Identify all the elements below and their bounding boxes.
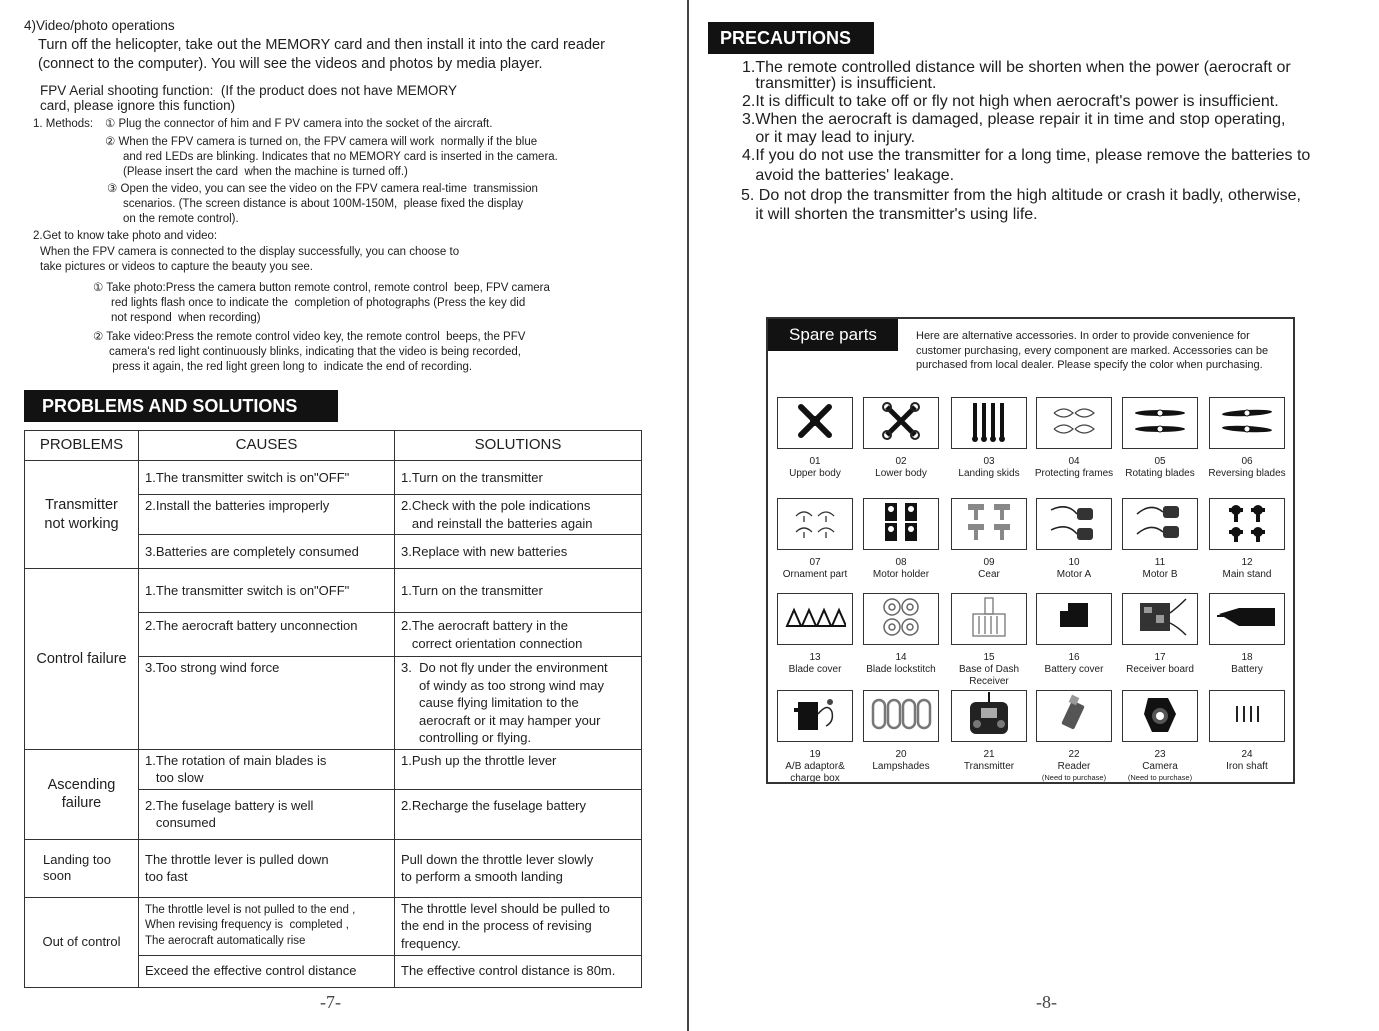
problem-cell	[25, 749, 139, 839]
cause-cell	[139, 839, 395, 897]
spare-part-number: 23	[1154, 749, 1166, 760]
spare-part-item	[1032, 498, 1116, 581]
motor-holder-icon	[881, 499, 921, 550]
cause-cell	[139, 461, 395, 495]
header-problems: PROBLEMS	[25, 431, 139, 461]
problem-line: not working	[44, 515, 119, 532]
solution-line: 1.Turn on the transmitter	[401, 582, 543, 598]
cause-line: 3.Batteries are completely consumed	[145, 543, 359, 559]
method-step: ① Plug the connector of him and F PV camera into the socket of the aircraft.	[105, 118, 493, 130]
spare-part-name: Ornament part	[782, 569, 848, 580]
transmitter-icon	[964, 690, 1014, 743]
problem-cell	[25, 897, 139, 987]
page-number-right: -8-	[1036, 992, 1057, 1012]
spare-part-name: A/B adaptor& charge box	[785, 761, 845, 784]
spare-part-item	[1118, 593, 1202, 676]
spare-part-name: Battery cover	[1044, 664, 1104, 675]
spare-part-name: Motor B	[1142, 569, 1178, 580]
fpv-intro-line: FPV Aerial shooting function: (If the product does not have MEMORY	[40, 83, 457, 98]
spare-part-image	[777, 593, 853, 645]
problem-cell	[25, 461, 139, 569]
spare-part-number: 10	[1068, 557, 1080, 568]
spare-part-image	[1122, 690, 1198, 742]
solution-line: aerocraft or it may hamper your	[401, 712, 601, 728]
spare-part-item	[947, 690, 1031, 773]
spare-part-name: Main stand	[1222, 569, 1272, 580]
table-row	[25, 749, 642, 789]
spare-part-image	[951, 593, 1027, 645]
fpv-intro-line: card, please ignore this function)	[40, 98, 236, 113]
cause-line: 1.The transmitter switch is on"OFF"	[145, 469, 350, 485]
spare-part-item	[947, 593, 1031, 687]
spare-part-item	[859, 690, 943, 773]
problem-line: Out of control	[42, 933, 121, 949]
spare-part-note: (Need to purchase)	[1127, 772, 1193, 782]
spare-part-item	[947, 498, 1031, 581]
solution-line: 2.Check with the pole indications	[401, 498, 591, 513]
spare-part-image	[863, 690, 939, 742]
spare-part-name: Reversing blades	[1208, 468, 1286, 479]
cause-line: too slow	[145, 770, 204, 786]
solution-line: controlling or flying.	[401, 730, 532, 746]
header-causes: CAUSES	[139, 431, 395, 461]
solution-cell	[395, 569, 642, 613]
problem-line: Transmitter	[45, 496, 118, 513]
cause-line: The aerocraft automatically rise	[145, 935, 306, 947]
spare-part-name: Landing skids	[958, 468, 1020, 479]
precaution-line: 3.When the aerocraft is damaged, please repair it in time and stop operating,	[742, 111, 1286, 128]
solution-line: 3. Do not fly under the environment	[401, 660, 608, 676]
spare-part-name: Blade cover	[788, 664, 842, 675]
spare-part-item	[1032, 593, 1116, 676]
blade-lockstitch-icon	[881, 595, 921, 644]
cause-line: 1.The rotation of main blades is	[145, 752, 327, 768]
ornament-part-icon	[790, 504, 840, 545]
cause-line	[145, 729, 388, 747]
spare-part-name: Lampshades	[872, 761, 930, 772]
solution-line: The throttle level should be pulled to	[401, 900, 610, 916]
gear-icon	[964, 500, 1014, 549]
battery-cover-icon	[1054, 597, 1094, 642]
spare-part-image	[1209, 690, 1285, 742]
solution-cell	[395, 461, 642, 495]
cause-line: The throttle level is not pulled to the end ,	[145, 903, 356, 916]
header-solutions: SOLUTIONS	[395, 431, 642, 461]
receiver-board-icon	[1132, 593, 1188, 646]
section-photo-video-body: When the FPV camera is connected to the display successfully, you can choose to	[40, 246, 460, 258]
solution-cell	[395, 839, 642, 897]
table-row	[25, 839, 642, 897]
spare-part-item	[1205, 498, 1289, 581]
spare-part-name: Camera	[1142, 761, 1178, 772]
table-row	[25, 461, 642, 495]
solution-line	[401, 814, 635, 832]
spare-part-name: Battery	[1231, 664, 1263, 675]
spare-part-item	[773, 498, 857, 581]
battery-icon	[1215, 600, 1279, 639]
precautions-banner: PRECAUTIONS	[708, 22, 874, 54]
cause-cell	[139, 569, 395, 613]
spare-part-image	[777, 498, 853, 550]
table-row	[25, 569, 642, 613]
spare-part-number: 08	[895, 557, 907, 568]
solution-cell	[395, 897, 642, 955]
solution-line: frequency.	[401, 936, 461, 952]
spare-part-name: Base of Dash Receiver	[958, 664, 1020, 687]
spare-part-image	[951, 397, 1027, 449]
upper-body-icon	[793, 401, 837, 446]
spare-part-number: 22	[1068, 749, 1080, 760]
solution-cell	[395, 955, 642, 987]
problem-line: Ascending	[47, 776, 116, 793]
spare-part-item	[773, 593, 857, 676]
precaution-line: 1.The remote controlled distance will be shorten when the power (aerocraft or	[742, 59, 1291, 76]
spare-part-number: 05	[1154, 456, 1166, 467]
protecting-frames-icon	[1049, 403, 1099, 444]
spare-part-image	[863, 397, 939, 449]
lower-body-icon	[879, 401, 923, 446]
solution-cell	[395, 535, 642, 569]
spare-part-image	[1036, 593, 1112, 645]
spare-part-image	[1122, 593, 1198, 645]
solution-line: 3.Replace with new batteries	[401, 543, 568, 559]
cause-line	[145, 677, 388, 695]
cause-cell	[139, 789, 395, 839]
solution-cell	[395, 657, 642, 750]
spare-part-image	[1036, 498, 1112, 550]
take-video-line: press it again, the red light green long to indicate the end of recording.	[109, 361, 473, 373]
cause-line	[145, 712, 388, 730]
cause-line: 3.Too strong wind force	[145, 660, 280, 676]
solution-line: correct orientation connection	[401, 635, 583, 651]
cause-line: The throttle lever is pulled down	[145, 851, 329, 867]
spare-part-name: Transmitter	[963, 761, 1015, 772]
page-left	[0, 0, 689, 1031]
spare-parts-panel	[766, 317, 1295, 784]
spare-part-item	[1032, 690, 1116, 782]
solution-line: 2.The aerocraft battery in the	[401, 618, 568, 634]
spare-part-name: Lower body	[875, 468, 927, 479]
precaution-line: it will shorten the transmitter's using life.	[742, 206, 1038, 223]
spare-part-item	[773, 690, 857, 784]
solution-cell	[395, 495, 642, 535]
spare-part-number: 13	[809, 652, 821, 663]
solution-line: The effective control distance is 80m.	[401, 963, 616, 979]
spare-part-name: Motor A	[1056, 569, 1092, 580]
cause-cell	[139, 955, 395, 987]
spare-part-name: Iron shaft	[1226, 761, 1268, 772]
spare-part-item	[859, 498, 943, 581]
solution-cell	[395, 749, 642, 789]
spare-parts-note: Here are alternative accessories. In order to provide convenience for customer purchasing, every component are marked. Accessories can be purchased from local dealer. Please specify the color when purchasing.	[916, 330, 1269, 371]
cause-cell	[139, 749, 395, 789]
spare-part-name: Motor holder	[872, 569, 930, 580]
spare-part-number: 15	[983, 652, 995, 663]
method-step: ② When the FPV camera is turned on, the FPV camera will work normally if the blue	[105, 136, 538, 148]
cause-line: too fast	[145, 869, 188, 885]
table-row	[25, 897, 642, 955]
camera-icon	[1138, 692, 1182, 741]
spare-part-image	[1209, 498, 1285, 550]
spare-part-image	[777, 397, 853, 449]
methods-label: 1. Methods:	[33, 118, 94, 130]
cause-line	[145, 694, 388, 712]
cause-line: consumed	[145, 815, 216, 831]
video-photo-body-line: (connect to the computer). You will see the videos and photos by media player.	[38, 56, 543, 72]
take-video-line: camera's red light continuously blinks, indicating that the video is being recorded,	[109, 346, 521, 358]
iron-shaft-icon	[1232, 702, 1262, 731]
spare-part-item	[1118, 690, 1202, 782]
card-reader-icon	[1052, 692, 1096, 741]
take-photo-line: ① Take photo:Press the camera button remote control, remote control beep, FPV camera	[93, 282, 550, 294]
cause-cell	[139, 535, 395, 569]
adaptor-icon	[788, 692, 842, 741]
spare-part-item	[1205, 593, 1289, 676]
spare-part-image	[1209, 397, 1285, 449]
spare-parts-title: Spare parts	[768, 319, 898, 351]
spare-part-number: 02	[895, 456, 907, 467]
cause-line	[145, 515, 388, 533]
solution-line	[401, 769, 635, 787]
solution-line: cause flying limitation to the	[401, 695, 579, 711]
problem-line: soon	[43, 868, 72, 884]
spare-part-image	[1122, 498, 1198, 550]
solution-line: 1.Push up the throttle lever	[401, 752, 557, 768]
spare-part-name: Reader	[1057, 761, 1091, 772]
spare-part-number: 04	[1068, 456, 1080, 467]
spare-part-name: Blade lockstitch	[866, 664, 936, 675]
section-photo-video-heading: 2.Get to know take photo and video:	[33, 230, 218, 242]
spare-part-item	[1118, 397, 1202, 480]
problems-table	[24, 430, 642, 988]
problem-cell	[25, 839, 139, 897]
spare-part-name: Cear	[978, 569, 1000, 580]
spare-part-number: 07	[809, 557, 821, 568]
spare-part-number: 20	[895, 749, 907, 760]
problem-line: Control failure	[36, 650, 127, 667]
take-video-line: ② Take video:Press the remote control video key, the remote control beeps, the PFV	[93, 331, 526, 343]
spare-part-item	[1118, 498, 1202, 581]
cause-cell	[139, 657, 395, 750]
method-step-line: and red LEDs are blinking. Indicates that no MEMORY card is inserted in the camera.	[123, 151, 558, 163]
spare-part-item	[773, 397, 857, 480]
solution-cell	[395, 789, 642, 839]
cause-cell	[139, 613, 395, 657]
spare-part-name: Upper body	[789, 468, 841, 479]
rotating-blades-icon	[1132, 404, 1188, 443]
spare-part-image	[1036, 690, 1112, 742]
spare-part-name: Rotating blades	[1125, 468, 1195, 479]
cause-line: When revising frequency is completed ,	[145, 919, 349, 932]
cause-cell	[139, 495, 395, 535]
spare-part-number: 01	[809, 456, 821, 467]
section-photo-video-body: take pictures or videos to capture the beauty you see.	[40, 261, 313, 273]
cause-line: Exceed the effective control distance	[145, 963, 357, 979]
spare-part-image	[1036, 397, 1112, 449]
motor-b-icon	[1133, 500, 1187, 549]
precaution-line: 2.It is difficult to take off or fly not high when aerocraft's power is insufficient.	[742, 93, 1279, 110]
spare-part-number: 18	[1241, 652, 1253, 663]
landing-skids-icon	[967, 399, 1011, 448]
spare-part-image	[863, 593, 939, 645]
solution-line: 1.Turn on the transmitter	[401, 469, 543, 485]
solution-cell	[395, 613, 642, 657]
page-number-left: -7-	[320, 992, 341, 1012]
main-stand-icon	[1225, 500, 1269, 549]
problem-line: Landing too	[43, 851, 111, 867]
cause-line: 1.The transmitter switch is on"OFF"	[145, 582, 350, 598]
method-step-line: scenarios. (The screen distance is about 100M-150M, please fixed the display	[123, 198, 524, 210]
problem-cell	[25, 569, 139, 750]
spare-part-number: 11	[1154, 557, 1166, 568]
cause-line	[145, 635, 388, 653]
solution-line: Pull down the throttle lever slowly	[401, 851, 594, 867]
precaution-line: transmitter) is insufficient.	[742, 75, 937, 92]
solution-line: 2.Recharge the fuselage battery	[401, 797, 587, 813]
spare-part-number: 19	[809, 749, 821, 760]
spare-part-item	[859, 397, 943, 480]
spare-part-item	[859, 593, 943, 676]
solution-line: the end in the process of revising	[401, 918, 592, 934]
spare-part-number: 12	[1241, 557, 1253, 568]
spare-part-number: 09	[983, 557, 995, 568]
precaution-line: or it may lead to injury.	[742, 129, 916, 146]
spare-part-image	[951, 690, 1027, 742]
spare-part-number: 17	[1154, 652, 1166, 663]
problems-solutions-banner: PROBLEMS AND SOLUTIONS	[24, 390, 338, 422]
solution-line: and reinstall the batteries again	[401, 515, 593, 531]
solution-line: of windy as too strong wind may	[401, 677, 605, 693]
take-photo-line: red lights flash once to indicate the completion of photographs (Press the key did	[111, 297, 526, 309]
spare-part-number: 06	[1241, 456, 1253, 467]
reversing-blades-icon	[1219, 404, 1275, 443]
lampshades-icon	[869, 694, 933, 739]
receiver-base-icon	[969, 594, 1009, 645]
precaution-line: 5. Do not drop the transmitter from the high altitude or crash it badly, otherwise,	[741, 187, 1301, 204]
problem-line: failure	[61, 795, 102, 812]
spare-part-name: Protecting frames	[1034, 468, 1114, 479]
method-step-line: on the remote control).	[123, 213, 239, 225]
spare-part-image	[1122, 397, 1198, 449]
spare-part-item	[947, 397, 1031, 480]
precaution-line: avoid the batteries' leakage.	[742, 167, 955, 184]
spare-part-number: 03	[983, 456, 995, 467]
motor-a-icon	[1047, 500, 1101, 549]
take-photo-line: not respond when recording)	[111, 312, 261, 324]
method-step-line: (Please insert the card when the machine is turned off.)	[123, 166, 408, 178]
spare-part-image	[951, 498, 1027, 550]
method-step: ③ Open the video, you can see the video on the FPV camera real-time transmission	[107, 183, 538, 195]
spare-part-image	[1209, 593, 1285, 645]
blade-cover-icon	[784, 602, 846, 637]
spare-part-item	[1205, 690, 1289, 773]
spare-part-number: 24	[1241, 749, 1253, 760]
solution-line: to perform a smooth landing	[401, 869, 563, 885]
spare-part-note: (Need to purchase)	[1041, 772, 1107, 782]
spare-part-number: 14	[895, 652, 907, 663]
cause-line: 2.The aerocraft battery unconnection	[145, 618, 358, 634]
spare-part-number: 16	[1068, 652, 1080, 663]
cause-cell	[139, 897, 395, 955]
spare-part-name: Receiver board	[1126, 664, 1194, 675]
video-photo-body-line: Turn off the helicopter, take out the MEMORY card and then install it into the card reader	[38, 37, 605, 53]
spare-part-item	[1032, 397, 1116, 480]
spare-part-image	[863, 498, 939, 550]
spare-part-image	[777, 690, 853, 742]
precaution-line: 4.If you do not use the transmitter for a long time, please remove the batteries to	[742, 147, 1311, 164]
cause-line: 2.The fuselage battery is well	[145, 797, 314, 813]
video-photo-heading: 4)Video/photo operations	[24, 18, 175, 33]
spare-part-item	[1205, 397, 1289, 480]
cause-line: 2.Install the batteries improperly	[145, 498, 330, 513]
spare-part-number: 21	[983, 749, 995, 760]
